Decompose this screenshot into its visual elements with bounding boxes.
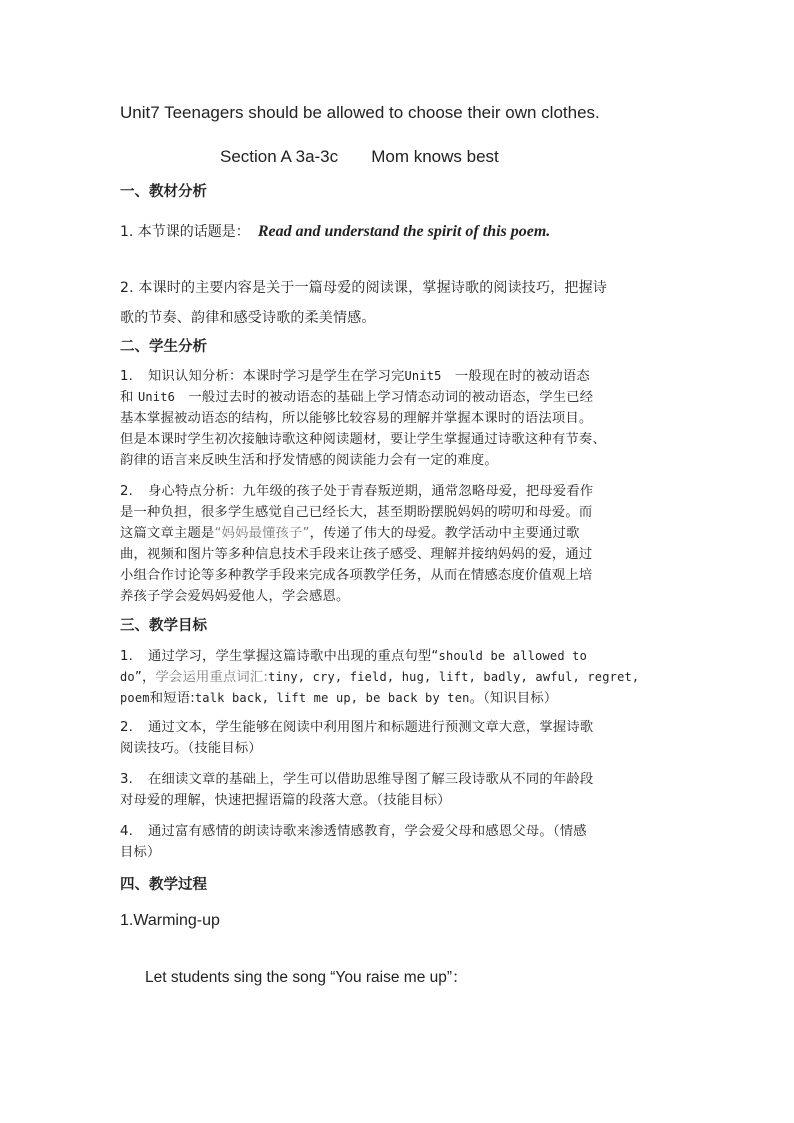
text-run: 和短语: — [149, 691, 195, 706]
topic-text: Read and understand the spirit of this poem. — [257, 223, 551, 240]
knowledge-analysis-paragraph — [120, 366, 680, 471]
item-number: 3. — [120, 772, 134, 787]
text-run: 。（知识目标） — [469, 691, 558, 706]
paragraph-line: 韵律的语言来反映生活和抒发情感的阅读能力会有一定的难度。 — [120, 453, 498, 468]
topic-line — [120, 221, 680, 241]
paragraph-line: 对母爱的理解，快速把握语篇的段落大意。（技能目标） — [120, 793, 451, 808]
text-run: talk back, lift me up, be back by ten — [194, 691, 470, 705]
text-run: ，传递了伟大的母爱。教学活动中主要通过歌 — [309, 526, 580, 541]
text-run: 一般现在时的被动语态 — [454, 369, 590, 384]
paragraph-line — [120, 688, 680, 709]
text-run: 知识认知分析：本课时学习是学生在学习完 — [148, 369, 405, 384]
main-content-paragraph — [120, 273, 680, 333]
section-heading-material-analysis: 一、教材分析 — [120, 184, 207, 200]
text-run: 通过文本，学生能够在阅读中利用图片和标题进行预测文章大意，掌握诗歌 — [148, 720, 594, 735]
warming-up-heading: 1.Warming-up — [120, 912, 220, 929]
section-heading-student-analysis: 二、学生分析 — [120, 339, 207, 355]
text-run: ”， — [134, 670, 156, 685]
paragraph-line: 基本掌握被动语态的结构，所以能够比较容易的理解并掌握本课时的语法项目。 — [120, 411, 593, 426]
document-subtitle: Section A 3a-3c Mom knows best — [220, 147, 499, 166]
quote-text: “妈妈最懂孩子” — [214, 526, 310, 541]
goal-1-paragraph — [120, 646, 680, 709]
item-number: 2. — [120, 484, 134, 499]
text-run: Unit6 — [137, 390, 176, 404]
topic-label: 1. 本节课的话题是： — [120, 224, 250, 240]
paragraph-line: 但是本课时学生初次接触诗歌这种阅读题材，要让学生掌握通过诗歌这种有节奏、 — [120, 432, 606, 447]
text-run: 和 — [120, 390, 134, 405]
text-run: tiny, cry, field, hug, lift, badly, awful, regret, — [268, 670, 640, 684]
item-number: 1. — [120, 369, 134, 384]
paragraph-line — [120, 387, 680, 408]
paragraph-line — [120, 717, 680, 738]
paragraph-line: 养孩子学会爱妈妈爱他人，学会感恩。 — [120, 589, 350, 604]
item-number: 1. — [120, 649, 134, 664]
paragraph-line: 歌的节奏、韵律和感受诗歌的柔美情感。 — [120, 310, 376, 326]
text-run: 学会运用重点词汇: — [155, 670, 269, 685]
goal-3-paragraph — [120, 769, 680, 811]
text-run: 通过富有感情的朗读诗歌来渗透情感教育，学会爱父母和感恩父母。（情感 — [148, 824, 587, 839]
goal-4-paragraph — [120, 821, 680, 863]
song-instruction: Let students sing the song “You raise me up”： — [145, 969, 468, 986]
paragraph-line — [120, 481, 680, 502]
item-number: 2. — [120, 720, 134, 735]
document-title: Unit7 Teenagers should be allowed to choose their own clothes. — [120, 103, 600, 122]
paragraph-line: 目标） — [120, 845, 161, 860]
paragraph-line: 是一种负担，很多学生感觉自己已经长大，甚至期盼摆脱妈妈的唠叨和母爱。而 — [120, 505, 593, 520]
text-run: 这篇文章主题是 — [120, 526, 215, 541]
paragraph-line — [120, 769, 680, 790]
paragraph-line: 阅读技巧。（技能目标） — [120, 741, 262, 756]
paragraph-line — [120, 667, 680, 688]
text-run: poem — [120, 691, 150, 705]
text-run: 一般过去时的被动语态的基础上学习情态动词的被动语态，学生已经 — [188, 390, 594, 405]
paragraph-line — [120, 821, 680, 842]
paragraph-line: 小组合作讨论等多种教学手段来完成各项教学任务，从而在情感态度价值观上培 — [120, 568, 593, 583]
paragraph-line — [120, 366, 680, 387]
section-heading-teaching-goals: 三、教学目标 — [120, 618, 207, 634]
section-heading-teaching-process: 四、教学过程 — [120, 877, 207, 893]
goal-2-paragraph — [120, 717, 680, 759]
text-run: Unit5 — [404, 369, 442, 383]
paragraph-line — [120, 523, 680, 544]
text-run: 通过学习，学生掌握这篇诗歌中出现的重点句型“ — [148, 649, 439, 664]
text-run: do — [120, 670, 135, 684]
paragraph-line: 2. 本课时的主要内容是关于一篇母爱的阅读课，掌握诗歌的阅读技巧，把握诗 — [120, 280, 608, 296]
item-number: 4. — [120, 824, 134, 839]
paragraph-line — [120, 646, 680, 667]
paragraph-line: 曲，视频和图片等多种信息技术手段来让孩子感受、理解并接纳妈妈的爱，通过 — [120, 547, 593, 562]
psychology-analysis-paragraph — [120, 481, 680, 607]
text-run: 在细读文章的基础上，学生可以借助思维导图了解三段诗歌从不同的年龄段 — [148, 772, 594, 787]
text-run: should be allowed to — [438, 649, 588, 663]
text-run: 身心特点分析：九年级的孩子处于青春叛逆期，通常忽略母爱，把母爱看作 — [148, 484, 594, 499]
